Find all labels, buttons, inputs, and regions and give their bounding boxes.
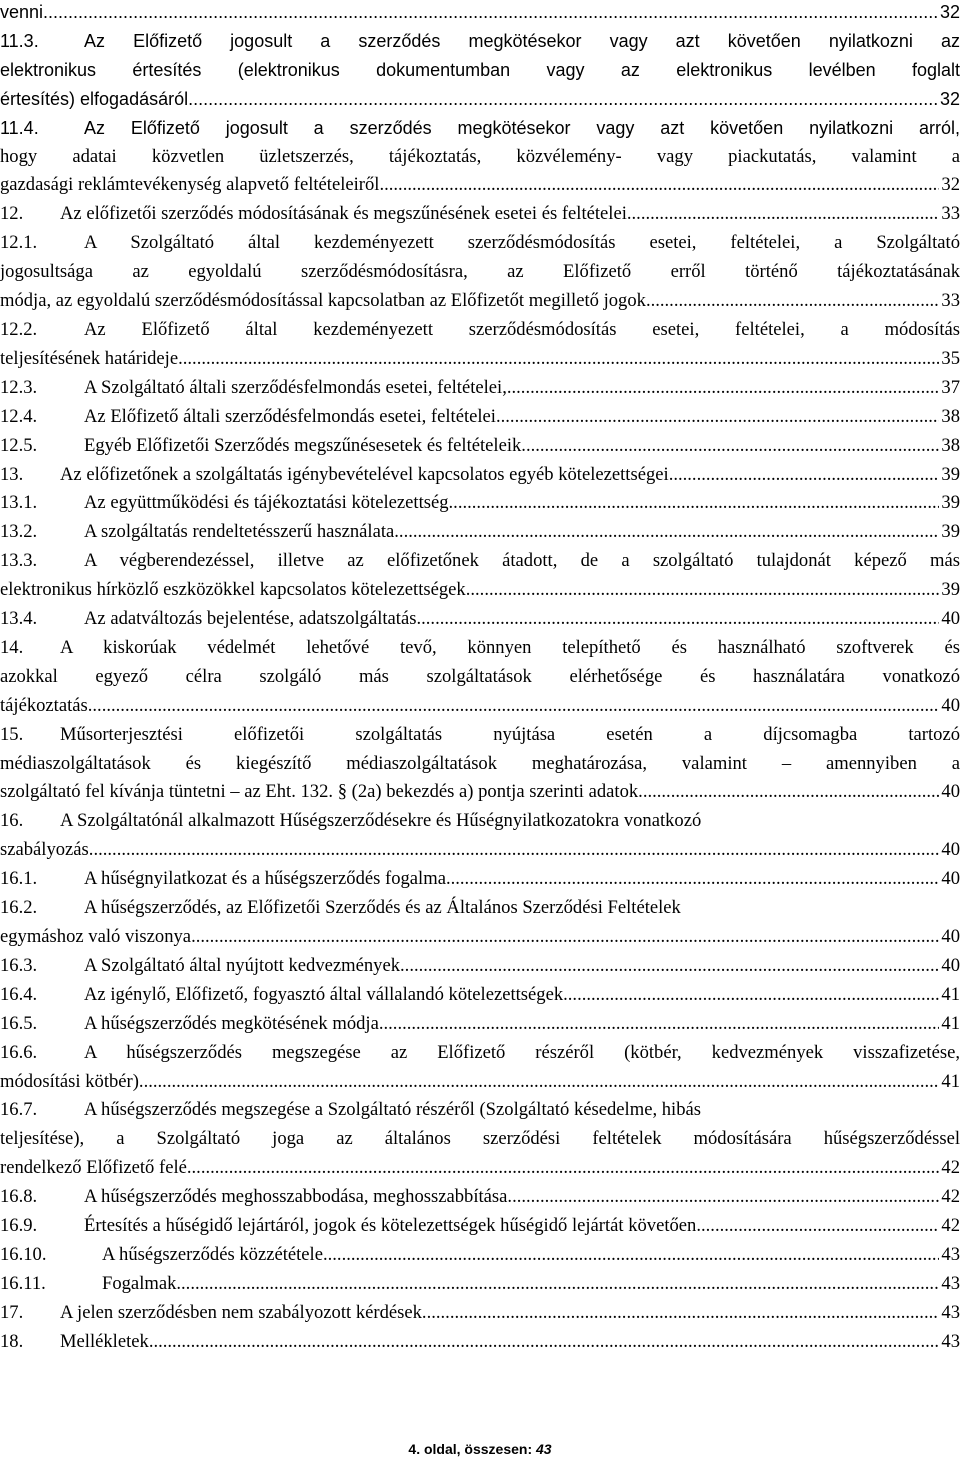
toc-entry-title-cont: azokkal egyező célra szolgáló más szolgáltatások elérhetősége és használatára vonatkozó <box>0 665 960 687</box>
toc-entry-number: 11.3. <box>0 30 39 51</box>
toc-entry-title: A hűségszerződés megszegése az Előfizető részéről (kötbér, kedvezmények visszafizetése, <box>84 1041 960 1063</box>
toc-entry-title: venni. <box>0 2 49 22</box>
toc-entry[interactable] <box>0 403 960 432</box>
toc-entry-number: 16.9. <box>0 1215 38 1237</box>
toc-entry[interactable] <box>0 605 960 634</box>
toc-page-number: 43 <box>941 1272 960 1294</box>
toc-entry-title-cont: egymáshoz való viszonya <box>0 926 192 947</box>
toc-entry-number: 13. <box>0 463 24 485</box>
toc-entry[interactable] <box>0 1183 960 1212</box>
toc-entry[interactable] <box>0 1270 960 1299</box>
toc-entry-title: A szolgáltatás rendeltetésszerű használata <box>84 521 395 543</box>
page-total: 43 <box>536 1441 552 1457</box>
toc-entry[interactable] <box>0 1039 960 1097</box>
toc-page-number: 32 <box>941 174 960 196</box>
toc-entry-number: 16.10. <box>0 1243 47 1265</box>
toc-entry-title: A jelen szerződésben nem szabályozott kérdések <box>60 1301 422 1323</box>
toc-entry-number: 16.11. <box>0 1272 46 1294</box>
toc-entry-title-cont: jogosultsága az egyoldalú szerződésmódosításra, az Előfizető erről történő tájékoztatásának <box>0 261 960 283</box>
toc-entry-number: 16.2. <box>0 897 38 919</box>
toc-entry[interactable] <box>0 1096 960 1183</box>
toc-entry[interactable] <box>0 489 960 518</box>
toc-entry[interactable] <box>0 461 960 490</box>
toc-entry[interactable] <box>0 865 960 894</box>
toc-entry-title: A hűségszerződés, az Előfizetői Szerződés és az Általános Szerződési Feltételek <box>84 897 681 919</box>
toc-entry-title-cont: teljesítése), a Szolgáltató joga az általános szerződési feltételek módosítására hűségszerződéssel <box>0 1128 960 1150</box>
toc-entry-number: 12.3. <box>0 376 38 398</box>
toc-entry-number: 14. <box>0 636 24 658</box>
toc-entry-title: A hűségszerződés közzététele <box>102 1243 323 1265</box>
toc-entry-title: Az együttműködési és tájékoztatási kötelezettség <box>84 492 449 514</box>
toc-entry-title: Az Előfizető jogosult a szerződés megkötésekor vagy azt követően nyilatkozni arról, <box>84 117 960 138</box>
toc-page-number: 40 <box>941 954 960 976</box>
toc-page-number: 42 <box>941 1186 960 1208</box>
toc-entry-title: Műsorterjesztési előfizetői szolgáltatás nyújtása esetén a díjcsomagba tartozó <box>60 723 960 745</box>
toc-entry-number: 13.1. <box>0 492 38 514</box>
toc-entry-title: Az Előfizető által kezdeményezett szerződésmódosítás esetei, feltételei, a módosítás <box>84 318 960 340</box>
toc-page-number: 32 <box>939 88 960 109</box>
toc-entry-title: A Szolgáltatónál alkalmazott Hűségszerződésekre és Hűségnyilatkozatokra vonatkozó <box>60 810 702 832</box>
toc-entry[interactable] <box>0 721 960 808</box>
toc-entry-title: Az előfizetői szerződés módosításának és megszűnésének esetei és feltételei <box>60 203 627 225</box>
toc-entry-title-cont: módosítási kötbér) <box>0 1070 139 1092</box>
toc-entry-number: 16.4. <box>0 983 38 1005</box>
toc-entry[interactable] <box>0 894 960 952</box>
toc-entry[interactable] <box>0 952 960 981</box>
toc-page-number: 39 <box>941 463 960 485</box>
toc-entry-number: 12. <box>0 203 24 225</box>
toc-entry-title-cont: rendelkező Előfizető felé. <box>0 1157 192 1179</box>
toc-page-number: 40 <box>941 926 960 947</box>
toc-entry-title-cont: elektronikus értesítés (elektronikus dokumentumban vagy az elektronikus levélben foglalt <box>0 59 960 80</box>
toc-entry-number: 12.4. <box>0 405 38 427</box>
toc-entry-number: 16.7. <box>0 1099 38 1121</box>
toc-entry[interactable] <box>0 518 960 547</box>
toc-entry-title-cont: médiaszolgáltatások és kiegészítő médiaszolgáltatások meghatározása, valamint – amennyiben a <box>0 752 960 774</box>
toc-entry-number: 12.5. <box>0 434 38 456</box>
toc-page-number: 41 <box>941 1012 960 1034</box>
toc-entry[interactable] <box>0 316 960 374</box>
toc-entry-number: 12.2. <box>0 318 38 340</box>
toc-entry-title: A Szolgáltató általi szerződésfelmondás esetei, feltételei, <box>84 376 507 398</box>
toc-entry-title: Az előfizetőnek a szolgáltatás igénybevételével kapcsolatos egyéb kötelezettségei <box>60 463 669 485</box>
toc-entry-number: 16.6. <box>0 1041 38 1063</box>
toc-entry-title-cont: szolgáltató fel kívánja tüntetni – az Eht. 132. § (2a) bekezdés a) pontja szerinti adatok. <box>0 781 643 803</box>
toc-entry[interactable] <box>0 1299 960 1328</box>
toc-entry-title: A hűségszerződés megkötésének módja <box>84 1012 379 1034</box>
toc-entry-number: 16.3. <box>0 954 38 976</box>
toc-entry-title: Egyéb Előfizetői Szerződés megszűnésesetek és feltételeik <box>84 434 522 456</box>
toc-entry-number: 13.2. <box>0 521 38 543</box>
toc-entry-title: A kiskorúak védelmét lehetővé tevő, könnyen telepíthető és használható szoftverek és <box>60 636 960 658</box>
toc-entry-number: 15. <box>0 723 24 745</box>
toc-entry[interactable] <box>0 114 960 201</box>
toc-entry-number: 16. <box>0 810 24 832</box>
toc-entry-number: 16.8. <box>0 1186 38 1208</box>
toc-page-number: 40 <box>941 839 960 861</box>
toc-page-number: 43 <box>941 1301 960 1323</box>
toc-entry-title: Az igénylő, Előfizető, fogyasztó által vállalandó kötelezettségek <box>84 983 564 1005</box>
toc-entry-title: A Szolgáltató által nyújtott kedvezmények <box>84 954 401 976</box>
toc-entry-title: A Szolgáltató által kezdeményezett szerződésmódosítás esetei, feltételei, a Szolgáltató <box>84 232 960 254</box>
toc-entry-title: A hűségszerződés megszegése a Szolgáltató részéről (Szolgáltató késedelme, hibás <box>84 1099 701 1121</box>
toc-page-number: 43 <box>941 1243 960 1265</box>
toc-entry[interactable] <box>0 229 960 316</box>
toc-entry-title: A hűségszerződés meghosszabbodása, meghosszabbítása <box>84 1186 508 1208</box>
toc-page-number: 33 <box>941 203 960 225</box>
page-counter-label: 4. oldal, összesen: <box>408 1441 533 1457</box>
toc-entry[interactable] <box>0 1010 960 1039</box>
toc-page-number: 41 <box>941 983 960 1005</box>
toc-page-number: 40 <box>941 608 960 630</box>
toc-entry-title: Az Előfizető általi szerződésfelmondás esetei, feltételei <box>84 405 496 427</box>
toc-entry-title: A hűségnyilatkozat és a hűségszerződés fogalma <box>84 868 446 890</box>
toc-entry-number: 16.1. <box>0 868 38 890</box>
toc-entry[interactable] <box>0 807 960 865</box>
toc-entry-title: A végberendezéssel, illetve az előfizetőnek átadott, de a szolgáltató tulajdonát képező más <box>84 550 960 572</box>
toc-entry-title-cont: gazdasági reklámtevékenység alapvető feltételeiről <box>0 174 380 196</box>
toc-entry-title: Az adatváltozás bejelentése, adatszolgáltatás <box>84 608 417 630</box>
toc-page-number: 38 <box>941 434 960 456</box>
toc-entry-title-cont: módja, az egyoldalú szerződésmódosítással kapcsolatban az Előfizetőt megillető jogok <box>0 290 646 312</box>
toc-entry-number: 13.3. <box>0 550 38 572</box>
toc-page-number: 39 <box>941 492 960 514</box>
toc-page-number: 35 <box>941 347 960 369</box>
toc-page-number: 40 <box>941 781 960 803</box>
toc-entry[interactable] <box>0 432 960 461</box>
toc-entry-number: 13.4. <box>0 608 38 630</box>
toc-entry[interactable] <box>0 1241 960 1270</box>
toc-entry-title-cont: szabályozás <box>0 839 89 861</box>
toc-page-number: 33 <box>941 290 960 312</box>
toc-page-number: 39 <box>941 579 960 601</box>
toc-entry-title-cont: teljesítésének határideje <box>0 347 179 369</box>
toc-page-number: 42 <box>941 1157 960 1179</box>
toc-entry-number: 18. <box>0 1330 24 1352</box>
toc-page-number: 39 <box>941 521 960 543</box>
toc-entry-title-cont: tájékoztatás. <box>0 694 93 716</box>
toc-page-number: 43 <box>941 1330 960 1352</box>
toc-page-number: 37 <box>941 376 960 398</box>
toc-entry-title: Értesítés a hűségidő lejártáról, jogok és kötelezettségek hűségidő lejártát követően <box>84 1215 697 1237</box>
toc-entry[interactable] <box>0 634 960 721</box>
toc-page-number: 38 <box>941 405 960 427</box>
toc-entry-number: 12.1. <box>0 232 38 254</box>
toc-entry-title-cont: hogy adatai közvetlen üzletszerzés, tájékoztatás, közvélemény- vagy piackutatás, valamint a <box>0 145 960 167</box>
toc-page-number: 32 <box>939 2 960 22</box>
toc-entry-title: Az Előfizető jogosult a szerződés megkötésekor vagy azt követően nyilatkozni az <box>84 30 960 51</box>
toc-entry-number: 17. <box>0 1301 24 1323</box>
toc-entry-number: 11.4. <box>0 117 39 138</box>
toc-page-number: 40 <box>941 694 960 716</box>
toc-entry-title-cont: elektronikus hírközlő eszközökkel kapcsolatos kötelezettségek <box>0 579 466 601</box>
toc-page-number: 40 <box>941 868 960 890</box>
toc-entry-title: Fogalmak <box>102 1272 177 1294</box>
page-footer <box>0 1440 960 1458</box>
toc-entry[interactable] <box>0 547 960 605</box>
toc-page-number: 42 <box>941 1215 960 1237</box>
toc-entry-title-cont: értesítés) elfogadásáról. <box>0 88 194 109</box>
toc-entry[interactable] <box>0 200 960 229</box>
toc-entry[interactable] <box>0 1212 960 1241</box>
toc-entry[interactable] <box>0 981 960 1010</box>
toc-entry[interactable] <box>0 27 960 114</box>
toc-entry-number: 16.5. <box>0 1012 38 1034</box>
toc-entry[interactable] <box>0 1328 960 1357</box>
toc-entry[interactable] <box>0 0 960 27</box>
toc-entry-title: Mellékletek <box>60 1330 149 1352</box>
toc-page-number: 41 <box>941 1070 960 1092</box>
toc-entry[interactable] <box>0 374 960 403</box>
